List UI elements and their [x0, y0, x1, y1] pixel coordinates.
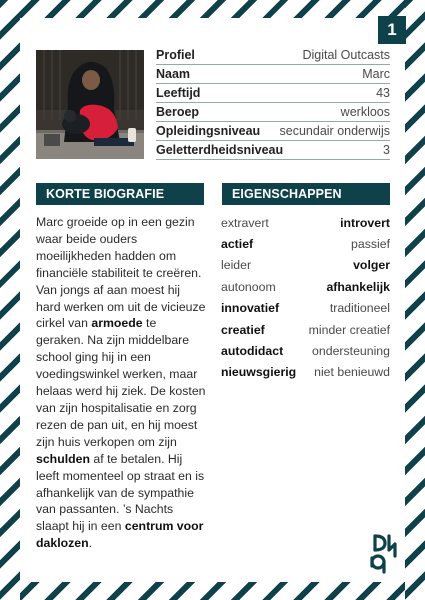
trait-row — [221, 233, 390, 254]
profile-value: 3 — [383, 143, 390, 157]
profile-row — [156, 103, 390, 122]
trait-right: traditioneel — [329, 301, 390, 316]
trait-left: creatief — [221, 322, 265, 337]
profile-row — [156, 141, 390, 160]
trait-row — [221, 319, 390, 340]
trait-right: introvert — [340, 215, 390, 230]
trait-right: passief — [351, 237, 390, 252]
profile-key: Profiel — [156, 48, 195, 62]
trait-row — [221, 298, 390, 319]
stripe-border-top — [0, 0, 425, 18]
bio-text: . — [88, 536, 93, 551]
profile-value: Marc — [362, 67, 390, 81]
trait-left: nieuwsgierig — [221, 365, 297, 380]
traits-list — [221, 212, 390, 383]
trait-left: extravert — [221, 215, 269, 230]
bio-keyword-centrum: centrum voor daklozen — [36, 519, 204, 551]
bio-keyword-schulden: schulden — [36, 451, 90, 466]
dm-logo-icon — [369, 532, 399, 574]
profile-row — [156, 46, 390, 65]
trait-row — [221, 362, 390, 383]
trait-left: autodidact — [221, 344, 284, 359]
page-number-badge: 1 — [378, 16, 406, 44]
biography-text — [36, 214, 206, 552]
trait-left: autonoom — [221, 279, 276, 294]
trait-row — [221, 255, 390, 276]
trait-right: volger — [353, 258, 390, 273]
trait-right: afhankelijk — [326, 279, 390, 294]
profile-value: secundair onderwijs — [279, 124, 390, 138]
bio-text: te geraken. Na zijn middelbare school ging hij in een voedingswinkel werken, maar helaas werd hij ziek. De kosten van zijn hospitalisatie en zorg rezen de pan uit, en hij moest zijn huis verkopen om zijn — [36, 316, 206, 449]
profile-row — [156, 84, 390, 103]
profile-table — [156, 46, 390, 160]
stripe-border-left — [0, 0, 20, 600]
persona-photo — [36, 50, 144, 159]
trait-row — [221, 340, 390, 361]
stripe-border-bottom — [0, 582, 425, 600]
profile-value: 43 — [376, 86, 390, 100]
profile-key: Beroep — [156, 105, 200, 119]
trait-left: actief — [221, 237, 254, 252]
trait-right: ondersteuning — [312, 344, 390, 359]
trait-right: niet benieuwd — [314, 365, 390, 380]
bio-keyword-armoede: armoede — [91, 316, 143, 331]
biography-heading: KORTE BIOGRAFIE — [36, 183, 204, 205]
profile-key: Opleidingsniveau — [156, 124, 261, 138]
bio-text: af te betalen. Hij leeft momenteel op straat en is afhankelijk van de sympathie van passanten. ’s Nachts slaapt hij in een — [36, 451, 205, 534]
bio-text: Marc groeide op in een gezin waar beide ouders moeilijkheden hadden om financiële stabiliteit te creëren. Van jongs af aan moest hij hard werken om uit de vicieuze cirkel van — [36, 215, 206, 331]
profile-row — [156, 122, 390, 141]
traits-heading: EIGENSCHAPPEN — [222, 183, 390, 205]
stripe-border-right — [405, 0, 425, 600]
trait-right: minder creatief — [308, 322, 390, 337]
profile-key: Naam — [156, 67, 191, 81]
trait-left: leider — [221, 258, 252, 273]
trait-row — [221, 276, 390, 297]
profile-value: Digital Outcasts — [302, 48, 390, 62]
profile-key: Geletterdheidsniveau — [156, 143, 284, 157]
trait-left: innovatief — [221, 301, 280, 316]
profile-row — [156, 65, 390, 84]
profile-key: Leeftijd — [156, 86, 201, 100]
trait-row — [221, 212, 390, 233]
profile-value: werkloos — [340, 105, 390, 119]
